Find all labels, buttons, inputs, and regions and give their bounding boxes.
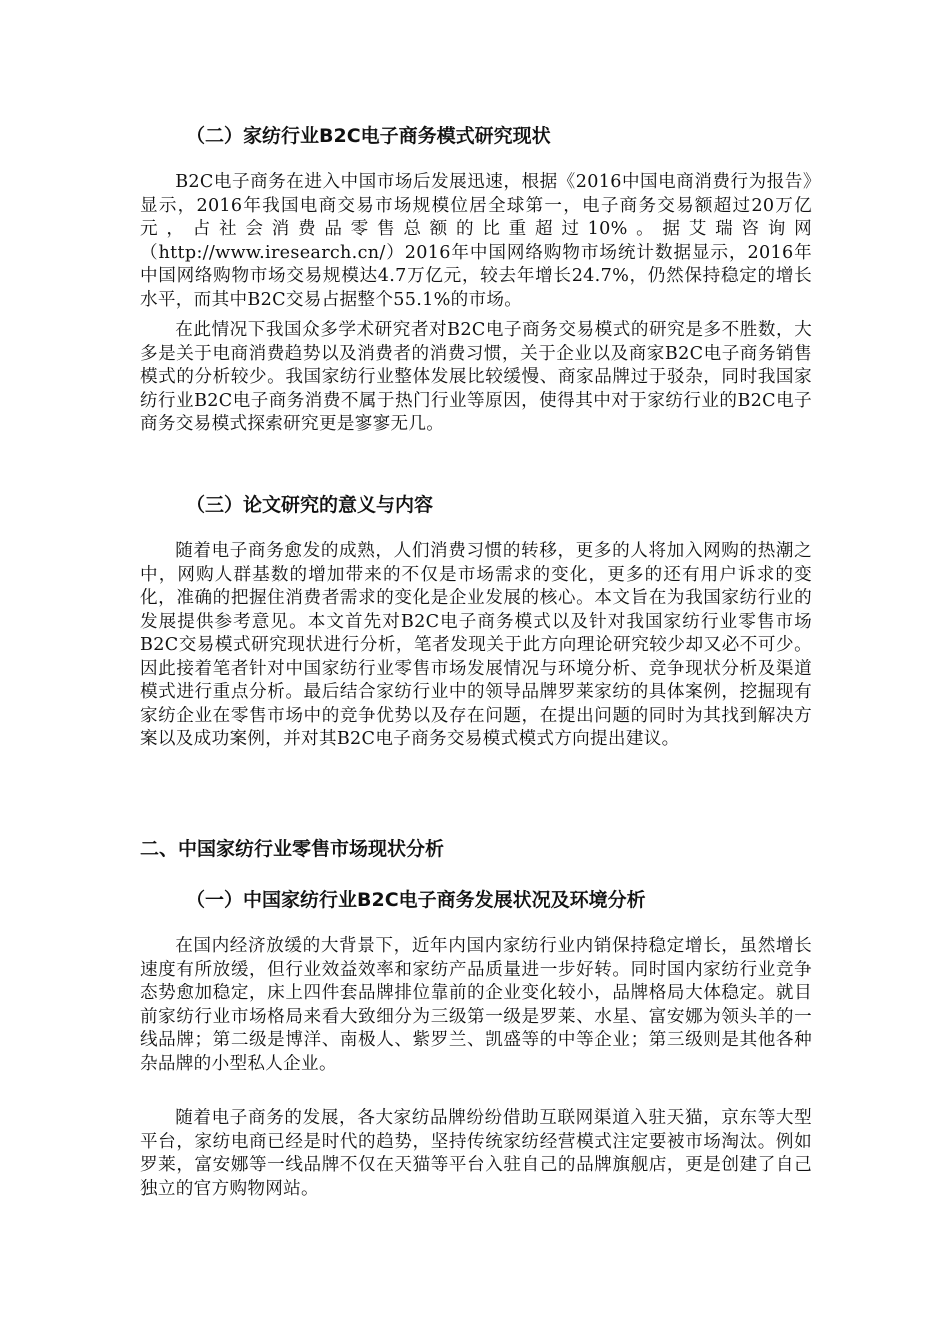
paragraph-ecommerce-trend: 随着电子商务的发展，各大家纺品牌纷纷借助互联网渠道入驻天猫，京东等大型平台，家纺电商已经是时代的趋势，坚持传统家纺经营模式注定要被市场淘汰。例如罗莱，富安娜等一线品牌不仅在天猫等平台入驻自己的品牌旗舰店，更是创建了自己独立的官方购物网站。 bbox=[140, 1108, 812, 1199]
chapter-heading-retail-market-analysis: 二、中国家纺行业零售市场现状分析 bbox=[140, 838, 445, 860]
section-heading-significance-content: （三）论文研究的意义与内容 bbox=[186, 494, 434, 516]
paragraph-industry-landscape: 在国内经济放缓的大背景下，近年内国内家纺行业内销保持稳定增长，虽然增长速度有所放缓，但行业效益效率和家纺产品质量进一步好转。同时国内家纺行业竞争态势愈加稳定，床上四件套品牌排位靠前的企业变化较小，品牌格局大体稳定。就目前家纺行业市场格局来看大致细分为三级第一级是罗莱、水星、富安娜为领头羊的一线品牌；第二级是博洋、南极人、紫罗兰、凯盛等的中等企业；第三级则是其他各种杂品牌的小型私人企业。 bbox=[140, 936, 812, 1074]
section-heading-b2c-research-status: （二）家纺行业B2C电子商务模式研究现状 bbox=[186, 125, 551, 147]
section-heading-development-environment: （一）中国家纺行业B2C电子商务发展状况及环境分析 bbox=[186, 889, 646, 911]
paragraph-research-gap: 在此情况下我国众多学术研究者对B2C电子商务交易模式的研究是多不胜数，大多是关于电商消费趋势以及消费者的消费习惯，关于企业以及商家B2C电子商务销售模式的分析较少。我国家纺行业整体发展比较缓慢、商家品牌过于驳杂，同时我国家纺行业B2C电子商务消费不属于热门行业等原因，使得其中对于家纺行业的B2C电子商务交易模式探索研究更是寥寥无几。 bbox=[140, 320, 812, 435]
paragraph-b2c-market-growth: B2C电子商务在进入中国市场后发展迅速，根据《2016中国电商消费行为报告》显示，2016年我国电商交易市场规模位居全球第一，电子商务交易额超过20万亿元，占社会消费品零售总额的比重超过10%。据艾瑞咨询网（http://www.iresearch.cn/）2016年中国网络购物市场统计数据显示，2016年中国网络购物市场交易规模达4.7万亿元，较去年增长24.7%，仍然保持稳定的增长水平，而其中B2C交易占据整个55.1%的市场。 bbox=[140, 172, 812, 310]
paragraph-paper-purpose: 随着电子商务愈发的成熟，人们消费习惯的转移，更多的人将加入网购的热潮之中，网购人群基数的增加带来的不仅是市场需求的变化，更多的还有用户诉求的变化，准确的把握住消费者需求的变化是企业发展的核心。本文旨在为我国家纺行业的发展提供参考意见。本文首先对B2C电子商务模式以及针对我国家纺行业零售市场B2C交易模式研究现状进行分析，笔者发现关于此方向理论研究较少却又必不可少。因此接着笔者针对中国家纺行业零售市场发展情况与环境分析、竞争现状分析及渠道模式进行重点分析。最后结合家纺行业中的领导品牌罗莱家纺的具体案例，挖掘现有家纺企业在零售市场中的竞争优势以及存在问题，在提出问题的同时为其找到解决方案以及成功案例，并对其B2C电子商务交易模式模式方向提出建议。 bbox=[140, 541, 812, 750]
